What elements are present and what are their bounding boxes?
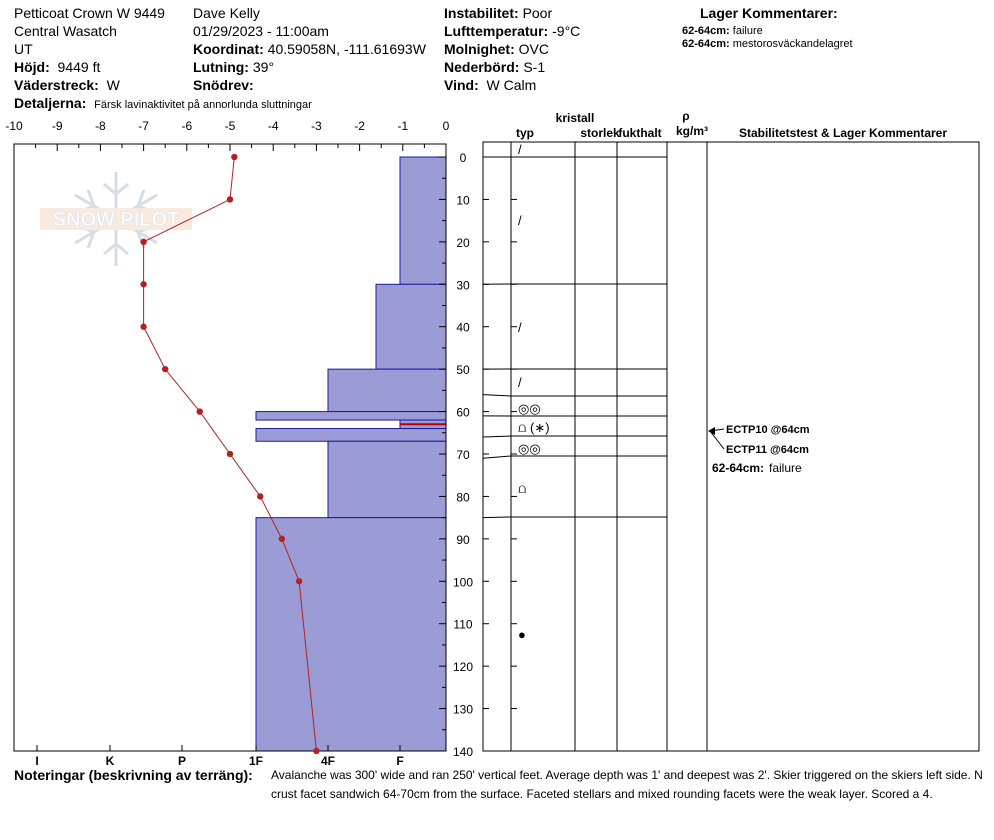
temperature-point-6 bbox=[197, 408, 203, 414]
instability-label: Instabilitet: bbox=[444, 5, 519, 21]
hardness-tick-label-3: 1F bbox=[248, 754, 264, 765]
coord-value: 40.59058N, -111.61693W bbox=[267, 41, 426, 57]
layer-connector-3 bbox=[483, 395, 511, 396]
depth-tick-label-11: 110 bbox=[453, 617, 473, 632]
sky-label: Molnighet: bbox=[444, 41, 515, 57]
col-header-tests: Stabilitetstest & Lager Kommentarer bbox=[738, 126, 948, 140]
depth-tick-label-3: 30 bbox=[456, 278, 470, 293]
grain-symbol-3: / bbox=[518, 375, 522, 390]
col-header-type: typ bbox=[516, 126, 534, 140]
details-label: Detaljerna: bbox=[14, 95, 87, 111]
observer-name: Dave Kelly bbox=[193, 5, 260, 21]
hardness-bar-7 bbox=[256, 518, 446, 751]
airtemp-value: -9°C bbox=[552, 23, 581, 39]
snowpilot-logo bbox=[40, 172, 192, 266]
stability-arrow-icon bbox=[708, 427, 715, 435]
hardness-bar-1 bbox=[376, 284, 446, 369]
range-name: Central Wasatch bbox=[14, 23, 117, 39]
stability-test-0: ECTP10 @64cm bbox=[726, 424, 810, 436]
depth-tick-label-0: 0 bbox=[459, 151, 467, 165]
wind-value: W Calm bbox=[486, 77, 537, 93]
layer-comment-2-depth: 62-64cm: bbox=[682, 38, 730, 50]
hardness-tick-label-5: F bbox=[396, 754, 404, 765]
airtemp-label: Lufttemperatur: bbox=[444, 23, 549, 39]
col-header-crystal: kristall bbox=[555, 111, 595, 125]
test-comment-text: failure bbox=[769, 461, 802, 475]
hardness-bar-0 bbox=[400, 157, 446, 284]
temp-tick-label-0: -10 bbox=[5, 119, 23, 133]
details-value: Färsk lavinaktivitet på annorlunda sluttningar bbox=[94, 99, 312, 111]
temperature-point-4 bbox=[140, 324, 146, 330]
col-header-density-unit: kg/m³ bbox=[675, 124, 709, 138]
aspect-value: W bbox=[106, 77, 120, 93]
layer-comments-title: Lager Kommentarer: bbox=[700, 5, 838, 21]
slope-label: Lutning: bbox=[193, 59, 249, 75]
observation-datetime: 01/29/2023 - 11:00am bbox=[193, 23, 329, 39]
temp-tick-label-10: 0 bbox=[442, 119, 450, 133]
depth-tick-label-10: 100 bbox=[452, 575, 474, 590]
depth-tick-label-13: 130 bbox=[452, 702, 474, 717]
hardness-bar-6 bbox=[328, 441, 446, 517]
layer-connector-7 bbox=[483, 517, 511, 518]
depth-tick-label-6: 60 bbox=[456, 405, 470, 420]
stability-test-pointer-1 bbox=[710, 431, 724, 449]
depth-tick-label-12: 120 bbox=[452, 660, 474, 675]
temperature-point-2 bbox=[140, 239, 146, 245]
notes bbox=[14, 767, 253, 783]
elevation-label: Höjd: bbox=[14, 59, 50, 75]
layer-comment-1-text: failure bbox=[732, 25, 763, 37]
hardness-bar-2 bbox=[328, 369, 446, 411]
temp-tick-label-4: -6 bbox=[181, 119, 193, 133]
hardness-tick-label-2: P bbox=[177, 754, 187, 765]
logo-text: SNOW PILOT bbox=[52, 209, 180, 231]
grain-symbol-1: / bbox=[518, 213, 522, 228]
notes-line-2: crust facet sandwich 64-70cm from the surface. Faceted stellars and mixed rounding facets were the weak layer. Scored a 4. bbox=[271, 787, 933, 801]
temp-tick-label-5: -5 bbox=[224, 119, 236, 133]
sky-value: OVC bbox=[518, 41, 549, 57]
temperature-point-7 bbox=[227, 451, 233, 457]
grain-symbol-8: ● bbox=[518, 627, 526, 642]
wind-label: Vind: bbox=[444, 77, 479, 93]
instability-value: Poor bbox=[522, 5, 553, 21]
temperature-point-5 bbox=[162, 366, 168, 372]
precip-value: S-1 bbox=[523, 59, 546, 75]
temperature-point-0 bbox=[231, 154, 237, 160]
temperature-point-3 bbox=[140, 281, 146, 287]
temperature-point-10 bbox=[296, 578, 302, 584]
layer-connector-5 bbox=[483, 436, 511, 437]
temperature-point-9 bbox=[279, 536, 285, 542]
hardness-tick-label-0: I bbox=[35, 754, 39, 765]
temp-tick-label-2: -8 bbox=[95, 119, 106, 133]
layer-comment-1-depth: 62-64cm: bbox=[682, 25, 730, 37]
grain-symbol-0: / bbox=[518, 142, 522, 157]
depth-tick-label-4: 40 bbox=[456, 320, 470, 335]
temp-tick-label-7: -3 bbox=[311, 119, 322, 133]
aspect-label: Väderstreck: bbox=[14, 77, 99, 93]
temp-tick-label-1: -9 bbox=[51, 119, 63, 133]
grain-symbol-4: ◎◎ bbox=[518, 401, 541, 416]
temp-tick-label-6: -4 bbox=[267, 119, 279, 133]
test-comment-depth: 62-64cm: bbox=[712, 461, 765, 475]
temp-tick-label-8: -2 bbox=[354, 119, 365, 133]
depth-tick-label-2: 20 bbox=[456, 235, 470, 250]
elevation-value: 9449 ft bbox=[57, 59, 101, 75]
grain-symbol-7: ⩍ bbox=[518, 481, 527, 496]
precip-label: Nederbörd: bbox=[444, 59, 520, 75]
depth-tick-label-5: 50 bbox=[456, 363, 470, 378]
temperature-point-1 bbox=[227, 196, 233, 202]
col-header-size: storlek bbox=[580, 126, 620, 140]
hardness-tick-label-4: 4F bbox=[320, 754, 336, 765]
drift-label: Snödrev: bbox=[193, 77, 254, 93]
temperature-point-11 bbox=[313, 748, 319, 754]
hardness-tick-label-1: K bbox=[105, 754, 115, 765]
temp-tick-label-9: -1 bbox=[397, 119, 409, 133]
depth-tick-label-14: 140 bbox=[452, 745, 474, 759]
hardness-bar-3 bbox=[256, 412, 446, 420]
depth-tick-label-8: 80 bbox=[456, 490, 470, 505]
depth-tick-label-7: 70 bbox=[456, 448, 470, 462]
temp-tick-label-3: -7 bbox=[138, 119, 149, 133]
location-name: Petticoat Crown W 9449 bbox=[14, 5, 165, 21]
hardness-bar-5 bbox=[256, 429, 446, 442]
depth-tick-label-9: 90 bbox=[456, 532, 470, 547]
state-name: UT bbox=[14, 41, 33, 57]
depth-tick-label-1: 10 bbox=[456, 193, 470, 208]
slope-value: 39° bbox=[252, 59, 275, 75]
col-header-moisture: fukthalt bbox=[618, 126, 662, 140]
layer-connector-6 bbox=[483, 456, 511, 458]
layer-table bbox=[483, 109, 979, 751]
grain-symbol-6: ◎◎ bbox=[518, 441, 541, 456]
temperature-point-8 bbox=[257, 493, 263, 499]
grain-symbol-5: ⩍ (∗) bbox=[518, 420, 550, 435]
coord-label: Koordinat: bbox=[193, 41, 264, 57]
grain-symbol-2: / bbox=[518, 320, 522, 335]
notes-label: Noteringar (beskrivning av terräng): bbox=[14, 767, 253, 783]
stability-test-1: ECTP11 @64cm bbox=[726, 444, 809, 456]
notes-line-1: Avalanche was 300' wide and ran 250' vertical feet. Average depth was 1' and deepest was 2'. Skier triggered on the skiers left side. N bbox=[271, 768, 983, 782]
layer-comment-2-text: mestorosväckandelagret bbox=[732, 38, 853, 50]
col-header-density-symbol: ρ bbox=[682, 109, 690, 123]
